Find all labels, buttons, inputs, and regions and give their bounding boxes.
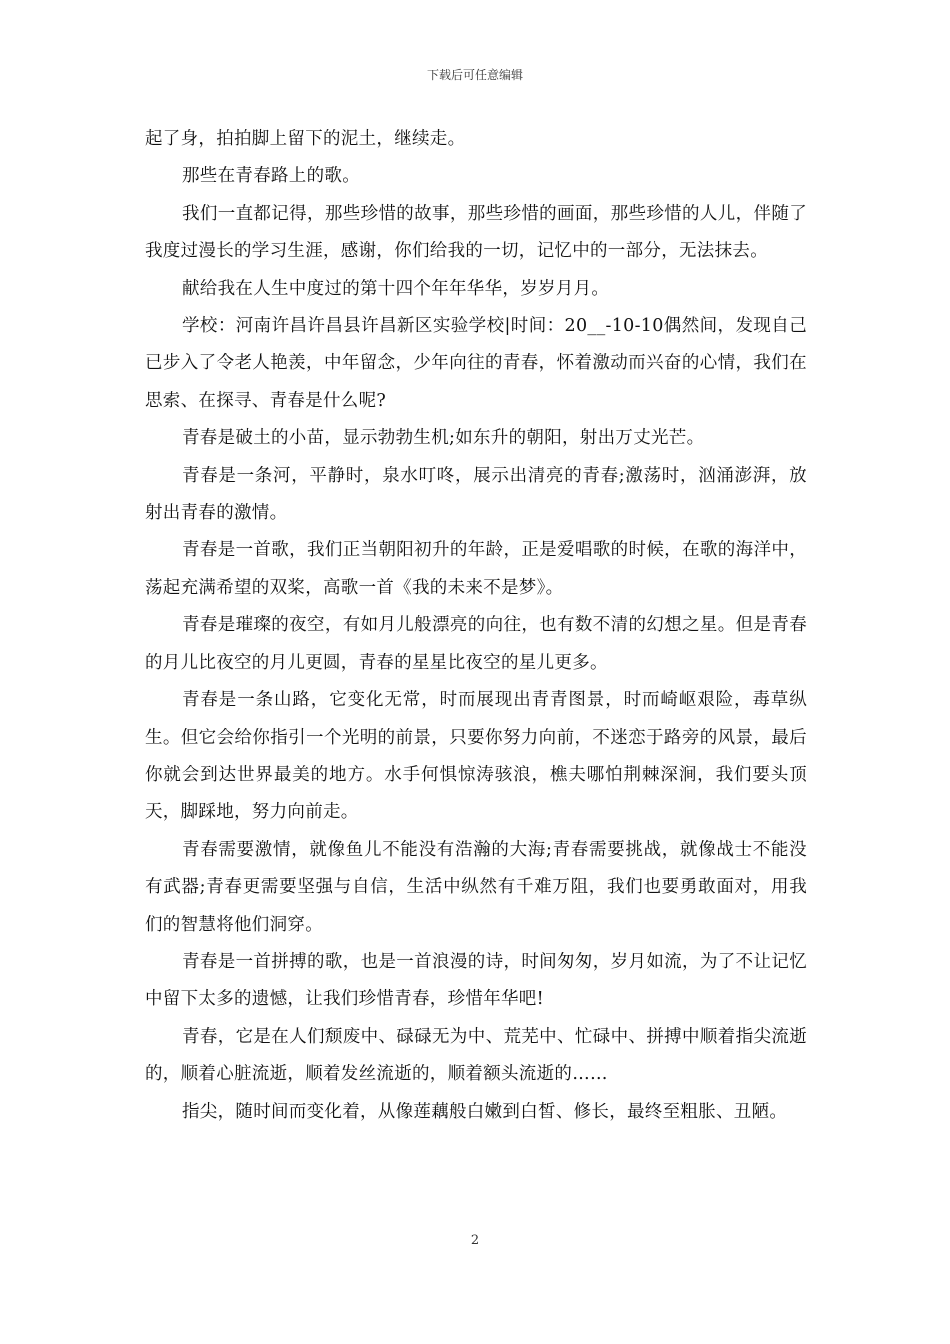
page-header: 下载后可任意编辑 <box>426 68 523 82</box>
page-number: 2 <box>470 1233 480 1248</box>
paragraph: 我们一直都记得，那些珍惜的故事，那些珍惜的画面，那些珍惜的人儿，伴随了我度过漫长的学习生涯，感谢，你们给我的一切，记忆中的一部分，无法抹去。 <box>145 203 807 262</box>
paragraph: 青春需要激情，就像鱼儿不能没有浩瀚的大海;青春需要挑战，就像战士不能没有武器;青春更需要坚强与自信，生活中纵然有千难万阻，我们也要勇敢面对，用我们的智慧将他们洞穿。 <box>145 839 807 935</box>
paragraph: 青春是一条河，平静时，泉水叮咚，展示出清亮的青春;激荡时，汹涌澎湃，放射出青春的激情。 <box>145 465 807 524</box>
paragraph: 青春是破土的小苗，显示勃勃生机;如东升的朝阳，射出万丈光芒。 <box>182 428 705 449</box>
paragraph: 指尖，随时间而变化着，从像莲藕般白嫩到白皙、修长，最终至粗胀、丑陋。 <box>182 1101 788 1122</box>
document-body <box>145 121 807 1131</box>
paragraph: 青春是一条山路，它变化无常，时而展现出青青图景，时而崎岖艰险，毒草纵生。但它会给你指引一个光明的前景，只要你努力向前，不迷恋于路旁的风景，最后你就会到达世界最美的地方。水手何惧惊涛骇浪，樵夫哪怕荆棘深涧，我们要头顶天，脚踩地，努力向前走。 <box>145 690 807 823</box>
paragraph: 那些在青春路上的歌。 <box>182 166 360 187</box>
paragraph: 学校：河南许昌许昌县许昌新区实验学校|时间：20__-10-10偶然间，发现自己已步入了令老人艳羡，中年留念，少年向往的青春，怀着激动而兴奋的心情，我们在思索、在探寻、青春是什么呢? <box>145 316 807 411</box>
paragraph: 青春，它是在人们颓废中、碌碌无为中、荒芜中、忙碌中、拼搏中顺着指尖流逝的，顺着心脏流逝，顺着发丝流逝的，顺着额头流逝的…… <box>145 1026 807 1085</box>
paragraph: 青春是一首歌，我们正当朝阳初升的年龄，正是爱唱歌的时候，在歌的海洋中，荡起充满希望的双桨，高歌一首《我的未来不是梦》。 <box>145 540 807 598</box>
paragraph: 献给我在人生中度过的第十四个年年华华，岁岁月月。 <box>182 278 610 299</box>
paragraph: 起了身，拍拍脚上留下的泥土，继续走。 <box>145 129 466 149</box>
paragraph: 青春是璀璨的夜空，有如月儿般漂亮的向往，也有数不清的幻想之星。但是青春的月儿比夜空的月儿更圆，青春的星星比夜空的星儿更多。 <box>145 615 807 673</box>
paragraph: 青春是一首拼搏的歌，也是一首浪漫的诗，时间匆匆，岁月如流，为了不让记忆中留下太多的遗憾，让我们珍惜青春，珍惜年华吧! <box>145 951 807 1010</box>
